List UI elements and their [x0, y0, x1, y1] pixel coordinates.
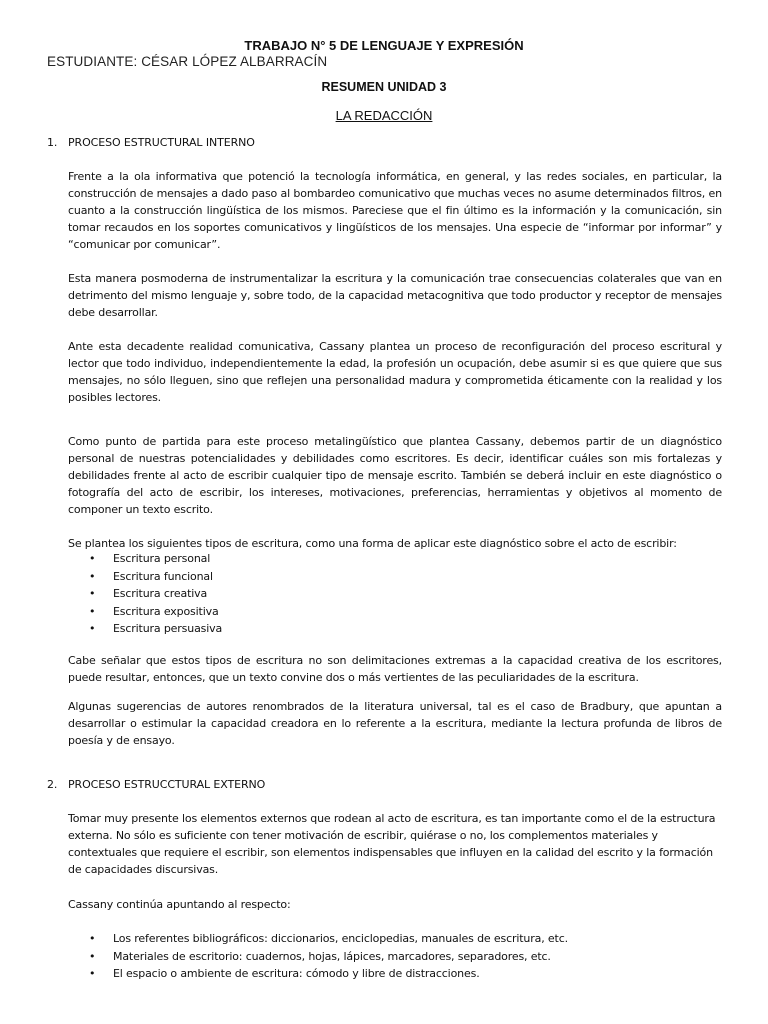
section1-heading [47, 136, 255, 149]
section1-paragraph-6: Cabe señalar que estos tipos de escritura no son delimitaciones extremas a la capacidad creativa de los escritores, puede resultar, entonces, que un texto convine dos o más vertientes de las peculiaridades de la escritura. [68, 654, 722, 684]
section1-title: PROCESO ESTRUCTURAL INTERNO [68, 136, 255, 149]
bullet-icon: • [89, 949, 96, 963]
bullet-icon: • [89, 967, 96, 981]
list-item [68, 948, 568, 966]
bullet-icon: • [89, 552, 96, 565]
section1-paragraph-2: Esta manera posmoderna de instrumentalizar la escritura y la comunicación trae consecuencias colaterales que van en detrimento del mismo lenguaje y, sobre todo, de la capacidad metacognitiva que todo productor y receptor de mensajes debe desarrollar. [68, 272, 722, 319]
list-item-label: Escritura funcional [113, 569, 213, 583]
external-elements-list [68, 930, 568, 983]
document-title: TRABAJO N° 5 DE LENGUAJE Y EXPRESIÓN [244, 38, 524, 53]
section1-paragraph-4: Como punto de partida para este proceso metalingüístico que plantea Cassany, debemos partir de un diagnóstico personal de nuestras potencialidades y debilidades como escritores. Es decir, identificar cuáles son mis fortalezas y debilidades frente al acto de escribir cualquier tipo de mensaje escrito. También se deberá incluir en este diagnóstico o fotografía del acto de escribir, los intereses, motivaciones, preferencias, herramientas y objetivos al momento de componer un texto escrito. [68, 435, 722, 516]
student-name: ESTUDIANTE: CÉSAR LÓPEZ ALBARRACÍN [47, 54, 328, 69]
list-item-label: Escritura creativa [113, 587, 208, 601]
section1-paragraph-1: Frente a la ola informativa que potenció la tecnología informática, en general, y las redes sociales, en particular, la construcción de mensajes a dado paso al bombardeo comunicativo que muchas veces no asume determinados filtros, en cuanto a la construcción lingüística de los mismos. Pareciese que el fin último es la información y la comunicación, sin tomar recaudos en los soportes comunicativos y lingüísticos de los mensajes. Una especie de “informar por informar” y “comunicar por comunicar”. [68, 170, 722, 251]
list-item-label: Escritura persuasiva [113, 622, 223, 636]
list-item [68, 930, 568, 948]
list-item [68, 965, 568, 983]
bullet-icon: • [89, 604, 96, 618]
list-item-label: El espacio o ambiente de escritura: cómodo y libre de distracciones. [113, 967, 480, 981]
section2-paragraph-2: Cassany continúa apuntando al respecto: [68, 898, 291, 911]
bullet-icon: • [89, 622, 96, 636]
section2-heading [47, 778, 265, 791]
section2-number: 2. [47, 778, 58, 791]
section1-number: 1. [47, 136, 58, 149]
section2-title: PROCESO ESTRUCCTURAL EXTERNO [68, 778, 266, 791]
section1-paragraph-3: Ante esta decadente realidad comunicativa, Cassany plantea un proceso de reconfiguración del proceso escritural y lector que todo individuo, independientemente la edad, la profesión un ocupación, debe asumir si es que quiere que sus mensajes, no sólo lleguen, sino que reflejen una personalidad madura y comprometida éticamente con la realidad y los posibles lectores. [68, 340, 722, 404]
list-item-label: Escritura personal [113, 552, 211, 565]
bullet-icon: • [89, 932, 96, 945]
list-item-label: Los referentes bibliográficos: diccionarios, enciclopedias, manuales de escritura, etc. [113, 932, 568, 945]
list-item-label: Materiales de escritorio: cuadernos, hojas, lápices, marcadores, separadores, etc. [113, 949, 551, 963]
subtitle: LA REDACCIÓN [335, 108, 433, 123]
list-item [68, 568, 222, 586]
writing-types-list [68, 550, 222, 638]
summary-heading: RESUMEN UNIDAD 3 [321, 80, 447, 94]
bullet-icon: • [89, 587, 96, 601]
list-item [68, 585, 222, 603]
section2-paragraph-1: Tomar muy presente los elementos externos que rodean al acto de escritura, es tan importante como el de la estructura externa. No sólo es suficiente con tener motivación de escribir, quiérase o no, los complementos materiales y contextuales que requiere el escribir, son elementos indispensables que influyen en la calidad del escrito y la formación de capacidades discursivas. [68, 812, 716, 876]
section1-paragraph-7: Algunas sugerencias de autores renombrados de la literatura universal, tal es el caso de Bradbury, que apuntan a desarrollar o estimular la capacidad creadora en lo referente a la escritura, mediante la lectura profunda de libros de poesía y de ensayo. [68, 700, 722, 747]
list-item [68, 603, 222, 621]
section1-paragraph-5: Se plantea los siguientes tipos de escritura, como una forma de aplicar este diagnóstico sobre el acto de escribir: [68, 537, 677, 550]
list-item [68, 620, 222, 638]
bullet-icon: • [89, 569, 96, 583]
list-item-label: Escritura expositiva [113, 604, 219, 618]
list-item [68, 550, 222, 568]
